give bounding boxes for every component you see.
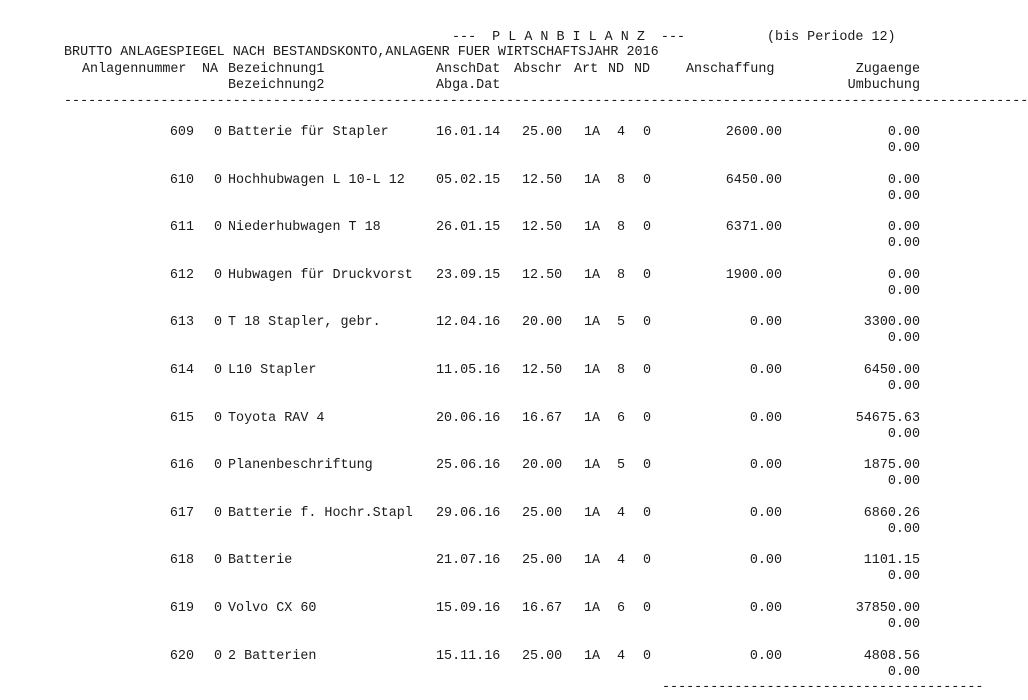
col-art: Art — [574, 62, 599, 77]
cell-umbuchung: 0.00 — [887, 331, 920, 346]
cell-nd1: 8 — [617, 268, 626, 283]
cell-nd1: 8 — [617, 173, 626, 188]
cell-anschdat: 11.05.16 — [436, 363, 501, 378]
cell-abschr: 16.67 — [522, 601, 563, 616]
cell-umbuchung: 0.00 — [887, 522, 920, 537]
cell-anschaffung: 2600.00 — [725, 125, 782, 140]
cell-zugaenge: 1875.00 — [863, 458, 920, 473]
cell-anlagennummer: 611 — [169, 220, 194, 235]
cell-nd1: 5 — [617, 458, 626, 473]
cell-nd2: 0 — [643, 601, 652, 616]
cell-anlagennummer: 620 — [169, 649, 194, 664]
cell-anschdat: 29.06.16 — [436, 506, 501, 521]
cell-anschaffung: 0.00 — [749, 315, 782, 330]
cell-abschr: 16.67 — [522, 411, 563, 426]
cell-nd2: 0 — [643, 173, 652, 188]
col-abschr: Abschr — [514, 62, 563, 77]
cell-anschaffung: 6450.00 — [725, 173, 782, 188]
cell-art: 1A — [584, 173, 601, 188]
cell-na: 0 — [213, 363, 222, 378]
cell-umbuchung: 0.00 — [887, 569, 920, 584]
cell-zugaenge: 0.00 — [887, 125, 920, 140]
cell-abschr: 25.00 — [522, 553, 563, 568]
col-zugaenge: Zugaenge — [855, 62, 920, 77]
cell-art: 1A — [584, 220, 601, 235]
cell-bezeichnung: Planenbeschriftung — [228, 458, 373, 473]
cell-anlagennummer: 610 — [169, 173, 194, 188]
report-period: (bis Periode 12) — [767, 30, 896, 45]
cell-abschr: 25.00 — [522, 125, 563, 140]
cell-art: 1A — [584, 553, 601, 568]
cell-nd1: 8 — [617, 220, 626, 235]
cell-nd2: 0 — [643, 315, 652, 330]
cell-anlagennummer: 613 — [169, 315, 194, 330]
cell-bezeichnung: Niederhubwagen T 18 — [228, 220, 381, 235]
cell-anschaffung: 0.00 — [749, 553, 782, 568]
cell-na: 0 — [213, 411, 222, 426]
cell-anschdat: 16.01.14 — [436, 125, 501, 140]
cell-anschaffung: 0.00 — [749, 601, 782, 616]
cell-art: 1A — [584, 315, 601, 330]
cell-anschaffung: 1900.00 — [725, 268, 782, 283]
cell-anlagennummer: 612 — [169, 268, 194, 283]
cell-nd2: 0 — [643, 220, 652, 235]
cell-nd1: 8 — [617, 363, 626, 378]
cell-art: 1A — [584, 649, 601, 664]
cell-art: 1A — [584, 125, 601, 140]
cell-abschr: 12.50 — [522, 268, 563, 283]
cell-na: 0 — [213, 553, 222, 568]
cell-anlagennummer: 619 — [169, 601, 194, 616]
cell-umbuchung: 0.00 — [887, 141, 920, 156]
cell-umbuchung: 0.00 — [887, 474, 920, 489]
cell-bezeichnung: Batterie für Stapler — [228, 125, 389, 140]
cell-zugaenge: 0.00 — [887, 220, 920, 235]
cell-anlagennummer: 618 — [169, 553, 194, 568]
cell-umbuchung: 0.00 — [887, 284, 920, 299]
col-bezeichnung2: Bezeichnung2 — [228, 78, 325, 93]
cell-nd1: 4 — [617, 125, 626, 140]
cell-nd2: 0 — [643, 411, 652, 426]
col-anschaffung: Anschaffung — [686, 62, 775, 77]
cell-nd2: 0 — [643, 363, 652, 378]
cell-umbuchung: 0.00 — [887, 617, 920, 632]
col-anschdat: AnschDat — [436, 62, 501, 77]
cell-nd2: 0 — [643, 458, 652, 473]
cell-anschdat: 15.09.16 — [436, 601, 501, 616]
cell-na: 0 — [213, 506, 222, 521]
cell-na: 0 — [213, 268, 222, 283]
cell-art: 1A — [584, 411, 601, 426]
cell-nd2: 0 — [643, 649, 652, 664]
cell-anschdat: 12.04.16 — [436, 315, 501, 330]
cell-anschdat: 23.09.15 — [436, 268, 501, 283]
cell-na: 0 — [213, 220, 222, 235]
cell-na: 0 — [213, 173, 222, 188]
cell-nd2: 0 — [643, 506, 652, 521]
cell-nd1: 4 — [617, 649, 626, 664]
cell-zugaenge: 3300.00 — [863, 315, 920, 330]
cell-nd1: 5 — [617, 315, 626, 330]
cell-zugaenge: 54675.63 — [855, 411, 920, 426]
cell-anschaffung: 0.00 — [749, 363, 782, 378]
col-umbuchung: Umbuchung — [847, 78, 920, 93]
cell-na: 0 — [213, 315, 222, 330]
col-bezeichnung1: Bezeichnung1 — [228, 62, 325, 77]
cell-na: 0 — [213, 125, 222, 140]
header-separator: ------------------------------------------------------------------------------------------------------------------------ — [64, 94, 1028, 109]
cell-nd2: 0 — [643, 125, 652, 140]
cell-nd1: 4 — [617, 553, 626, 568]
cell-abschr: 12.50 — [522, 220, 563, 235]
cell-bezeichnung: 2 Batterien — [228, 649, 317, 664]
col-nd2: ND — [634, 62, 651, 77]
cell-abschr: 25.00 — [522, 506, 563, 521]
cell-umbuchung: 0.00 — [887, 236, 920, 251]
report-title: --- P L A N B I L A N Z --- — [452, 30, 686, 45]
cell-zugaenge: 37850.00 — [855, 601, 920, 616]
cell-bezeichnung: Hubwagen für Druckvorst — [228, 268, 413, 283]
cell-zugaenge: 1101.15 — [863, 553, 920, 568]
cell-umbuchung: 0.00 — [887, 427, 920, 442]
cell-nd2: 0 — [643, 268, 652, 283]
cell-zugaenge: 0.00 — [887, 268, 920, 283]
cell-art: 1A — [584, 363, 601, 378]
cell-bezeichnung: Hochhubwagen L 10-L 12 — [228, 173, 405, 188]
cell-art: 1A — [584, 268, 601, 283]
cell-nd2: 0 — [643, 553, 652, 568]
cell-umbuchung: 0.00 — [887, 379, 920, 394]
cell-anschdat: 05.02.15 — [436, 173, 501, 188]
cell-art: 1A — [584, 458, 601, 473]
cell-umbuchung: 0.00 — [887, 665, 920, 680]
cell-anlagennummer: 609 — [169, 125, 194, 140]
cell-umbuchung: 0.00 — [887, 189, 920, 204]
cell-anschaffung: 0.00 — [749, 458, 782, 473]
cell-abschr: 20.00 — [522, 315, 563, 330]
cell-bezeichnung: Batterie — [228, 553, 293, 568]
col-nd1: ND — [608, 62, 625, 77]
cell-zugaenge: 6450.00 — [863, 363, 920, 378]
cell-abschr: 12.50 — [522, 173, 563, 188]
cell-zugaenge: 4808.56 — [863, 649, 920, 664]
cell-abschr: 12.50 — [522, 363, 563, 378]
cell-zugaenge: 6860.26 — [863, 506, 920, 521]
cell-anschaffung: 0.00 — [749, 649, 782, 664]
cell-bezeichnung: Volvo CX 60 — [228, 601, 317, 616]
col-abgadat: Abga.Dat — [436, 78, 501, 93]
cell-zugaenge: 0.00 — [887, 173, 920, 188]
cell-bezeichnung: Batterie f. Hochr.Stapl — [228, 506, 413, 521]
cell-bezeichnung: L10 Stapler — [228, 363, 317, 378]
cell-bezeichnung: T 18 Stapler, gebr. — [228, 315, 381, 330]
cell-anschdat: 25.06.16 — [436, 458, 501, 473]
cell-art: 1A — [584, 601, 601, 616]
col-na: NA — [202, 62, 219, 77]
cell-anschaffung: 6371.00 — [725, 220, 782, 235]
cell-anschdat: 20.06.16 — [436, 411, 501, 426]
report-subtitle: BRUTTO ANLAGESPIEGEL NACH BESTANDSKONTO,ANLAGENR FUER WIRTSCHAFTSJAHR 2016 — [64, 45, 659, 60]
cell-anlagennummer: 614 — [169, 363, 194, 378]
cell-nd1: 4 — [617, 506, 626, 521]
cell-abschr: 20.00 — [522, 458, 563, 473]
cell-anschaffung: 0.00 — [749, 411, 782, 426]
cell-nd1: 6 — [617, 601, 626, 616]
cell-art: 1A — [584, 506, 601, 521]
cell-anschaffung: 0.00 — [749, 506, 782, 521]
cell-anlagennummer: 617 — [169, 506, 194, 521]
cell-anschdat: 26.01.15 — [436, 220, 501, 235]
cell-anschdat: 15.11.16 — [436, 649, 501, 664]
cell-abschr: 25.00 — [522, 649, 563, 664]
cell-anlagennummer: 616 — [169, 458, 194, 473]
cell-na: 0 — [213, 458, 222, 473]
cell-na: 0 — [213, 601, 222, 616]
col-anlagennummer: Anlagennummer — [82, 62, 187, 77]
totals-separator: ---------------------------------------- — [662, 680, 984, 695]
cell-nd1: 6 — [617, 411, 626, 426]
cell-bezeichnung: Toyota RAV 4 — [228, 411, 325, 426]
cell-anlagennummer: 615 — [169, 411, 194, 426]
cell-anschdat: 21.07.16 — [436, 553, 501, 568]
cell-na: 0 — [213, 649, 222, 664]
